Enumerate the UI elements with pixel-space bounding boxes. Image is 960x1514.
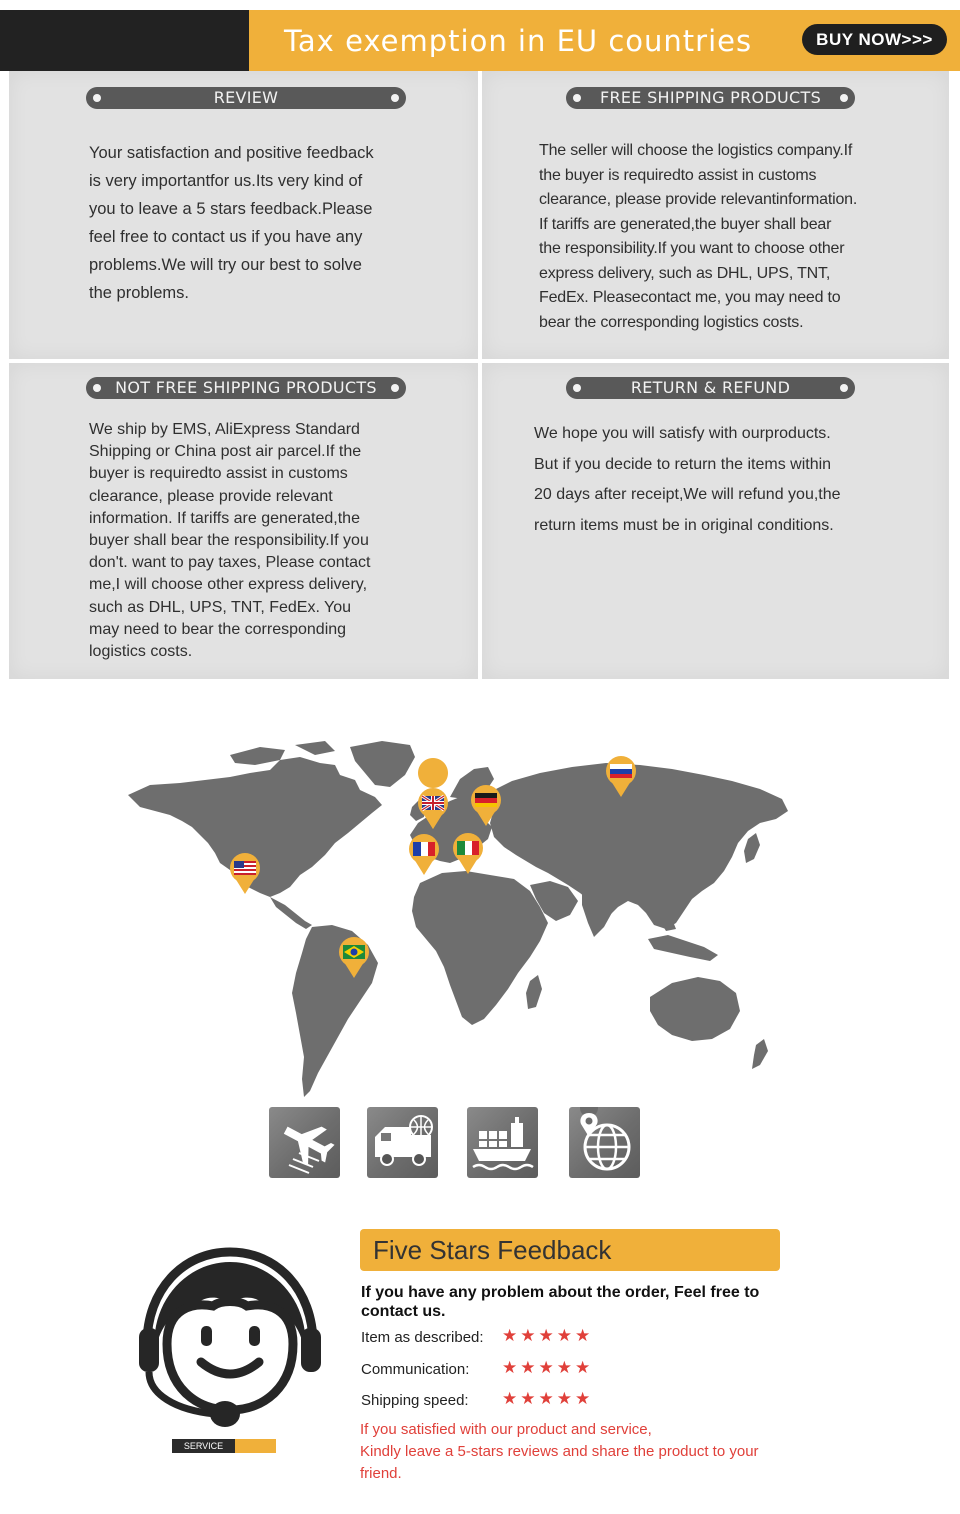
not-free-shipping-line: may need to bear the corresponding: [89, 620, 347, 638]
feedback-note: [360, 1419, 800, 1485]
not-free-shipping-line: such as DHL, UPS, TNT, FedEx. You: [89, 598, 352, 616]
rating-label-shipping-speed: Shipping speed:: [361, 1392, 469, 1409]
uk-flag-icon: [422, 796, 444, 810]
return-refund-line: return items must be in original conditions.: [534, 516, 834, 534]
free-shipping-line: If tariffs are generated,the buyer shall bear: [539, 215, 832, 233]
globe-location-icon: [569, 1107, 640, 1178]
greenland-shape: [350, 741, 415, 787]
not-free-shipping-line: me,I will choose other express delivery,: [89, 576, 368, 594]
rating-stars-shipping-speed: ★★★★★: [502, 1389, 594, 1408]
not-free-shipping-panel: [9, 363, 478, 679]
review-title: REVIEW: [86, 87, 406, 109]
service-avatar-icon: [135, 1244, 325, 1434]
not-free-shipping-line: don't. want to pay taxes, Please contact: [89, 554, 371, 572]
feedback-note-line: friend.: [360, 1465, 402, 1482]
review-line: you to leave a 5 stars feedback.Please: [89, 200, 373, 218]
header-banner: [0, 10, 960, 71]
japan-shape: [744, 833, 760, 863]
rating-stars-item-described: ★★★★★: [502, 1326, 594, 1345]
australia-shape: [650, 977, 740, 1041]
free-shipping-title: FREE SHIPPING PRODUCTS: [566, 87, 855, 109]
service-label: SERVICE: [183, 1441, 224, 1451]
review-text: [89, 139, 429, 307]
globe-location-tile: [569, 1107, 640, 1178]
free-shipping-line: clearance, please provide relevantinformation.: [539, 191, 858, 208]
madagascar-shape: [526, 975, 542, 1009]
italy-flag-icon: [457, 841, 479, 855]
service-tag-gold: [235, 1439, 276, 1453]
free-shipping-line: the buyer is requiredto assist in customs: [539, 166, 817, 184]
feedback-note-line: Kindly leave a 5-stars reviews and share the product to your: [360, 1443, 759, 1460]
return-refund-title: RETURN & REFUND: [566, 377, 855, 399]
france-flag-icon: [413, 842, 435, 856]
map-pin-france: [409, 834, 439, 875]
review-line: Your satisfaction and positive feedback: [89, 144, 374, 162]
cargo-ship-icon: [467, 1107, 538, 1178]
not-free-shipping-line: Shipping or China post air parcel.If the: [89, 443, 362, 461]
info-grid: [9, 71, 949, 679]
delivery-truck-icon: [367, 1107, 438, 1178]
map-pin-italy: [453, 833, 483, 874]
cargo-ship-tile: [467, 1107, 538, 1178]
free-shipping-line: FedEx. Pleasecontact me, you may need to: [539, 289, 841, 306]
free-shipping-text: [539, 139, 939, 335]
india-shape: [582, 883, 618, 937]
rating-label-communication: Communication:: [361, 1361, 470, 1378]
not-free-shipping-line: buyer shall bear the responsibility.If you: [89, 532, 369, 550]
review-line: the problems.: [89, 284, 189, 302]
review-line: problems.We will try our best to solve: [89, 256, 362, 274]
germany-flag-icon: [475, 793, 497, 807]
world-map: [120, 735, 800, 1100]
return-refund-panel: [482, 363, 949, 679]
rating-stars-communication: ★★★★★: [502, 1358, 594, 1377]
airplane-icon: [269, 1107, 340, 1178]
return-refund-line: 20 days after receipt,We will refund you,the: [534, 486, 841, 503]
feedback-note-line: If you satisfied with our product and service,: [360, 1421, 652, 1438]
five-stars-feedback-title: Five Stars Feedback: [360, 1229, 780, 1271]
central-america-shape: [270, 897, 312, 929]
review-line: feel free to contact us if you have any: [89, 228, 363, 246]
free-shipping-panel: [482, 71, 949, 359]
feedback-intro: If you have any problem about the order, Feel free to contact us.: [361, 1284, 760, 1320]
free-shipping-line: the responsibility.If you want to choose other: [539, 240, 845, 257]
return-refund-line: We hope you will satisfy with ourproducts.: [534, 425, 831, 442]
not-free-shipping-line: buyer is requiredto assist in customs: [89, 465, 348, 483]
airplane-tile: [269, 1107, 340, 1178]
header-dark-block: [0, 10, 249, 71]
service-tag: [172, 1439, 276, 1453]
brazil-flag-icon: [343, 945, 365, 959]
return-refund-line: But if you decide to return the items within: [534, 455, 832, 473]
return-refund-text: [534, 419, 934, 541]
review-panel: [9, 71, 478, 359]
not-free-shipping-title: NOT FREE SHIPPING PRODUCTS: [86, 377, 406, 399]
free-shipping-line: bear the corresponding logistics costs.: [539, 313, 804, 331]
not-free-shipping-line: information. If tariffs are generated,the: [89, 509, 360, 527]
not-free-shipping-line: We ship by EMS, AliExpress Standard: [89, 421, 360, 438]
russia-flag-icon: [610, 764, 632, 778]
usa-flag-icon: [234, 861, 256, 875]
new-zealand-shape: [752, 1039, 768, 1069]
buy-now-button[interactable]: BUY NOW>>>: [802, 24, 947, 55]
review-line: is very importantfor us.Its very kind of: [89, 172, 363, 190]
header-title: Tax exemption in EU countries: [284, 24, 753, 58]
delivery-truck-tile: [367, 1107, 438, 1178]
free-shipping-line: express delivery, such as DHL, UPS, TNT,: [539, 264, 831, 282]
free-shipping-line: The seller will choose the logistics company.If: [539, 142, 853, 159]
not-free-shipping-line: logistics costs.: [89, 643, 193, 661]
not-free-shipping-line: clearance, please provide relevant: [89, 487, 333, 505]
rating-label-item-described: Item as described:: [361, 1329, 484, 1346]
not-free-shipping-text: [89, 419, 449, 663]
